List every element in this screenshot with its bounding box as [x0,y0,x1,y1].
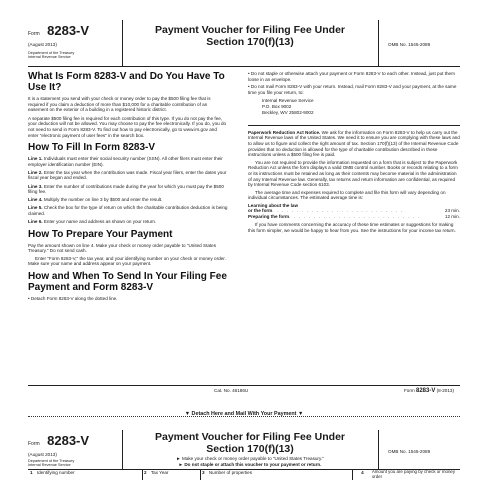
pra-para-3: The average time and expenses required to complete and file this form will vary depending on individual circumstances. The estimated average time is: [248,189,446,201]
bullet-detach: • Detach Form 8283-V along the dotted line. [28,295,118,301]
line-4-instruction [28,197,228,203]
mailing-address [262,98,460,115]
para-what-is-1: It is a statement you send with your check or money order to pay the $500 filing fee that is required if you claim a deduction of more than $10,000 for a charitable contribution of an easement on the exterior of a building in a registered historic district. [28,96,211,113]
line-2-instruction [28,170,228,181]
header-divider-right [378,20,379,66]
footer-form-label: Form [404,388,415,393]
heading-send-payment: How and When To Send In Your Filing Fee Payment and Form 8283-V [28,270,227,293]
line-6-label: Line 6. [28,219,43,224]
voucher-title [124,432,376,467]
catalog-number: Cat. No. 46186U [214,388,249,393]
form-service: Internal Revenue Service [28,55,71,59]
voucher-divider-left [122,430,123,469]
field-identifying-number[interactable] [30,470,143,480]
voucher-title-line-2: Section 170(f)(13) [206,442,294,455]
top-form-id [28,22,118,59]
line-2-text: Enter the tax year when the contribution was made. Fiscal year filers, enter the dates your fiscal year began and ended. [28,169,227,181]
line-6-instruction [28,219,228,225]
learning-label: Learning about the law [248,202,299,208]
line-3-instruction [28,184,228,195]
line-1-instruction [28,156,228,167]
title-line-1: Payment Voucher for Filing Fee Under [154,24,345,36]
heading-what-is: What Is Form 8283-V and Do You Have To Use It? [28,71,225,93]
right-column [248,71,460,234]
line-3-text: Enter the number of contributions made during the year for which you must pay the $500 filing fee. [28,183,224,195]
voucher-revision: (August 2013) [28,452,57,457]
preparing-label: Preparing the form [248,214,290,220]
page-title [124,24,376,48]
line-1-text: Individuals must enter their social security number (SSN). All other filers must enter their employer identification number (EIN). [28,156,223,167]
voucher-form-prefix: Form [28,441,40,447]
line-2-label: Line 2. [28,169,43,175]
header-divider-left [122,20,123,66]
footer-rule [28,385,460,386]
line-1-label: Line 1. [28,156,43,162]
form-prefix: Form [28,31,40,37]
form-revision: (August 2013) [28,42,57,47]
voucher-service: Internal Revenue Service [28,463,71,467]
footer-form-number: 8283-V [416,388,436,394]
preparing-leader: . . . . . . . . . . . . . . . . . . . . . . . . . . . [289,214,421,220]
voucher-form-number: 8283-V [47,433,90,448]
line-6-text: Enter your name and address as shown on your return. [43,219,157,224]
pra-top-rule [248,125,460,126]
address-line-1: Internal Revenue Service [262,98,314,104]
learning-label-2: or the form [248,208,273,214]
pra-text: We ask for the information on Form 8283-V to help us carry out the Internal Revenue laws of the United States. We need it to ensure you are complying with these laws and to allow us to figure and collect the right amount of tax. Section 170(f)(13) of the Internal Revenue Code provides that no deduction is allowed for the type of charitable contribution described in these instructions unless a $500 filing fee is paid. [248,129,460,158]
field-3-num: 3 [202,470,205,475]
pra-notice [248,130,460,158]
pra-para-4: If you have comments concerning the accuracy of these time estimates or suggestions for making this form simpler, we would be happy to hear from you. See the instructions for your income tax return. [248,222,456,234]
voucher-department: Department of the Treasury [28,458,75,463]
para-prepare-1: Pay the amount shown on line 4. Make your check or money order payable to "United States Treasury." Do not send cash. [28,242,217,254]
address-line-3: Beckley, WV 25802-9002 [262,109,314,115]
line-5-instruction [28,205,228,216]
header-bottom-rule [28,66,460,67]
field-amount-paying[interactable] [352,470,461,480]
form-department: Department of the Treasury [28,50,75,55]
learning-leader: . . . . . . . . . . . . . . . . . . . . . . . . . . . [272,208,404,214]
heading-how-to-fill: How To Fill In Form 8283-V [28,142,156,154]
voucher-instruction-2: ► Do not staple or attach this voucher to your payment or return. [178,461,322,467]
voucher-form-id [28,432,118,467]
preparing-time: 12 min. [444,214,460,220]
field-2-label: Tax Year [150,470,169,475]
line-5-label: Line 5. [28,205,43,211]
para-prepare-2: Enter "Form 8283-V," the tax year, and your identifying number on your check or money order. Make sure your name and address appear on your payment. [28,255,226,267]
voucher-omb: OMB No. 1545-2089 [388,449,431,454]
bullet-no-mail-with-return: • Do not mail Form 8283-V with your return. Instead, mail Form 8283-V and your payment, at the same time you file your return, to: [248,84,457,95]
line-4-text: Multiply the number on line 3 by $500 and enter the result. [43,197,163,203]
voucher-title-line-1: Payment Voucher for Filing Fee Under [154,431,345,443]
pra-para-2: You are not required to provide the information requested on a form that is subject to the Paperwork Reduction Act unless the form displays a valid OMB control number. Books or records relating to a form or its instructions must be retained as long as their contents may become material in the administration of any Internal Revenue law. Generally, tax returns and return information are confidential, as required by Internal Revenue Code section 6103. [248,159,458,188]
left-column [28,71,228,302]
address-line-2: P.O. Box 9002 [262,103,292,109]
para-what-is-2: A separate $500 filing fee is required for each contribution of this type. If you do not pay the fee, your deduction will not be allowed. You may choose to pay the fee electronically. If you do, you do not need to send in Form 8283-V. To find out how to pay electronically, go to www.irs.gov and enter "electronic payment of user fees" in the search box. [28,115,227,138]
field-4-label: Amount you are paying by check or money order [371,469,456,479]
field-1-num: 1 [30,470,33,475]
heading-prepare-payment: How To Prepare Your Payment [28,228,173,240]
line-3-label: Line 3. [28,183,43,189]
form-number: 8283-V [47,23,90,38]
detach-instruction: ▼ Detach Here and Mail With Your Payment ▼ [184,411,304,417]
bullet-no-staple: • Do not staple or otherwise attach your payment or Form 8283-V to each other. Instead, just put them loose in an envelope. [248,71,455,82]
field-3-label: Number of properties [208,470,252,475]
field-tax-year[interactable] [144,470,201,480]
pra-title: Paperwork Reduction Act Notice. [248,129,321,135]
line-4-label: Line 4. [28,197,43,203]
omb-number: OMB No. 1545-2089 [388,42,431,47]
footer-form-id [404,388,454,395]
title-line-2: Section 170(f)(13) [206,36,294,48]
voucher-instruction-1: ► Make your check or money order payable to "United States Treasury." [176,456,324,461]
field-4-num: 4 [361,470,364,475]
field-number-of-properties[interactable] [202,470,350,480]
preparing-row [248,214,460,220]
footer-form-rev: (8-2013) [436,388,455,393]
field-1-label: Identifying number [36,470,75,475]
field-2-num: 2 [144,470,147,475]
line-5-text: Check the box for the type of return on which the charitable contribution deduction is being claimed. [28,205,228,216]
voucher-divider-right [378,430,379,469]
learning-time: 23 min. [444,208,460,214]
